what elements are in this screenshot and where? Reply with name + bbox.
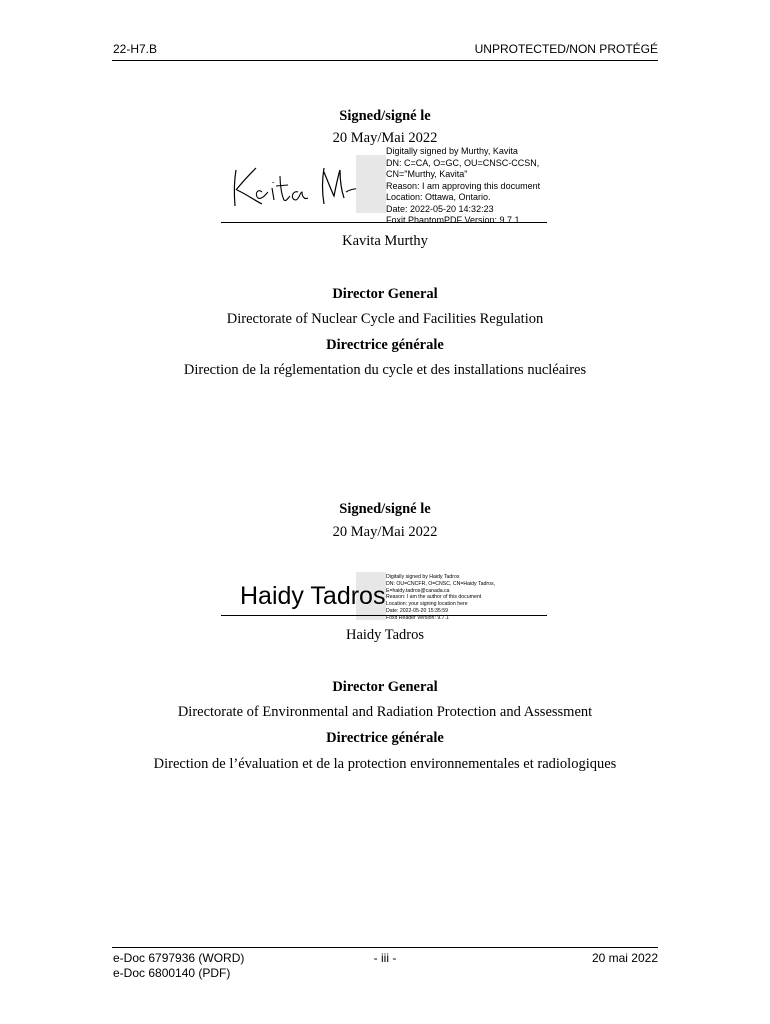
signatory-name: Haidy Tadros [345, 627, 425, 643]
edoc-word-reference: e-Doc 6797936 (WORD) [113, 951, 245, 965]
signed-label: Signed/signé le [339, 108, 431, 124]
title-english: Director General [332, 679, 438, 695]
document-code: 22-H7.B [113, 42, 158, 56]
directorate-english: Directorate of Nuclear Cycle and Facilities Regulation [226, 311, 544, 327]
digital-signature-details: Digitally signed by Murthy, Kavita DN: C=CA, O=GC, OU=CNSC-CCSN, CN="Murthy, Kavita" Reason: I am approving this document Location: Ottawa, Ontario. Date: 2022-05-20 14:32:23 Foxit PhantomPDF Version: 9.7.1 [386, 146, 541, 225]
title-french: Directrice générale [326, 337, 444, 353]
signature-watermark [356, 155, 386, 213]
signed-date: 20 May/Mai 2022 [332, 130, 438, 146]
signature-line [221, 222, 547, 223]
footer-date: 20 mai 2022 [591, 951, 658, 965]
signed-date: 20 May/Mai 2022 [332, 524, 438, 540]
typed-signature: Haidy Tadros [240, 582, 386, 610]
digital-signature-details: Digitally signed by Haidy Tadros DN: OU=CNCFR, O=CNSC, CN=Haidy Tadros, E=haidy.tadros@canada.ca Reason: I am the author of this document Location: your signing location here Date: 2022-05-20 15:35:59 Foxit Reader Version: 9.7.1 [386, 574, 496, 621]
signature-line [221, 615, 547, 616]
signed-label: Signed/signé le [339, 501, 431, 517]
edoc-pdf-reference: e-Doc 6800140 (PDF) [113, 966, 231, 980]
footer-rule [112, 947, 658, 948]
title-french: Directrice générale [326, 730, 444, 746]
title-english: Director General [332, 286, 438, 302]
directorate-french: Direction de la réglementation du cycle et des installations nucléaires [183, 362, 587, 378]
directorate-french: Direction de l’évaluation et de la protection environnementales et radiologiques [153, 756, 617, 772]
header-rule [112, 60, 658, 61]
directorate-english: Directorate of Environmental and Radiation Protection and Assessment [177, 704, 593, 720]
page-number: - iii - [373, 951, 397, 965]
signatory-name: Kavita Murthy [342, 233, 428, 249]
classification-label: UNPROTECTED/NON PROTÉGÉ [474, 42, 658, 56]
